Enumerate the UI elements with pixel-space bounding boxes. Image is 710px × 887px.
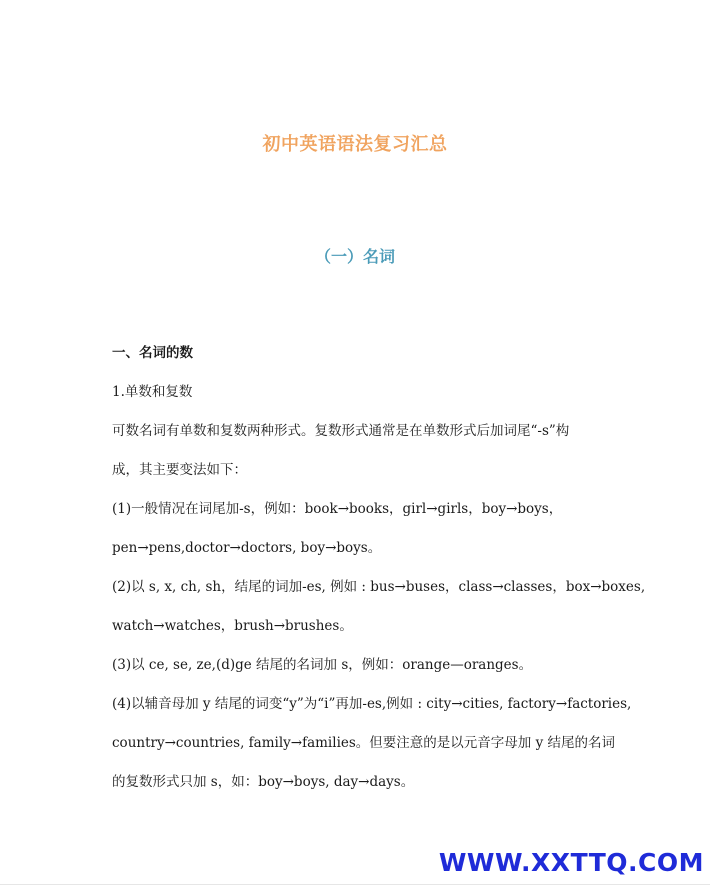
rule-line-1-cont: pen→pens,doctor→doctors, boy→boys。 bbox=[112, 540, 382, 556]
section-heading: （一）名词 bbox=[314, 247, 395, 266]
document-title: 初中英语语法复习汇总 bbox=[262, 134, 448, 155]
rule-line-4-cont: country→countries, family→families。但要注意的是以元音字母加 y 结尾的名词 bbox=[112, 735, 616, 751]
rule-line-2-cont: watch→watches，brush→brushes。 bbox=[112, 618, 353, 634]
paragraph-line: 可数名词有单数和复数两种形式。复数形式通常是在单数形式后加词尾“-s”构 bbox=[112, 423, 570, 439]
rule-line-2: (2)以 s, x, ch, sh，结尾的词加-es, 例如 : bus→buses，class→classes，box→boxes, bbox=[112, 579, 646, 595]
sub-heading-noun-number: 一、名词的数 bbox=[112, 345, 193, 361]
rule-line-3: (3)以 ce, se, ze,(d)ge 结尾的名词加 s，例如：orange—oranges。 bbox=[112, 657, 533, 673]
rule-line-4: (4)以辅音母加 y 结尾的词变“y”为“i”再加-es,例如 : city→cities, factory→factories, bbox=[112, 696, 632, 712]
document-body bbox=[112, 334, 646, 802]
footer-divider bbox=[0, 884, 710, 885]
rule-line-1: (1)一般情况在词尾加-s，例如：book→books，girl→girls，boy→boys， bbox=[112, 501, 563, 517]
website-watermark: WWW.XXTTQ.COM bbox=[438, 848, 704, 877]
paragraph-line: 成，其主要变法如下： bbox=[112, 462, 247, 478]
sub-heading-singular-plural: 1.单数和复数 bbox=[112, 384, 193, 400]
rule-line-4-end: 的复数形式只加 s，如：boy→boys, day→days。 bbox=[112, 774, 415, 790]
